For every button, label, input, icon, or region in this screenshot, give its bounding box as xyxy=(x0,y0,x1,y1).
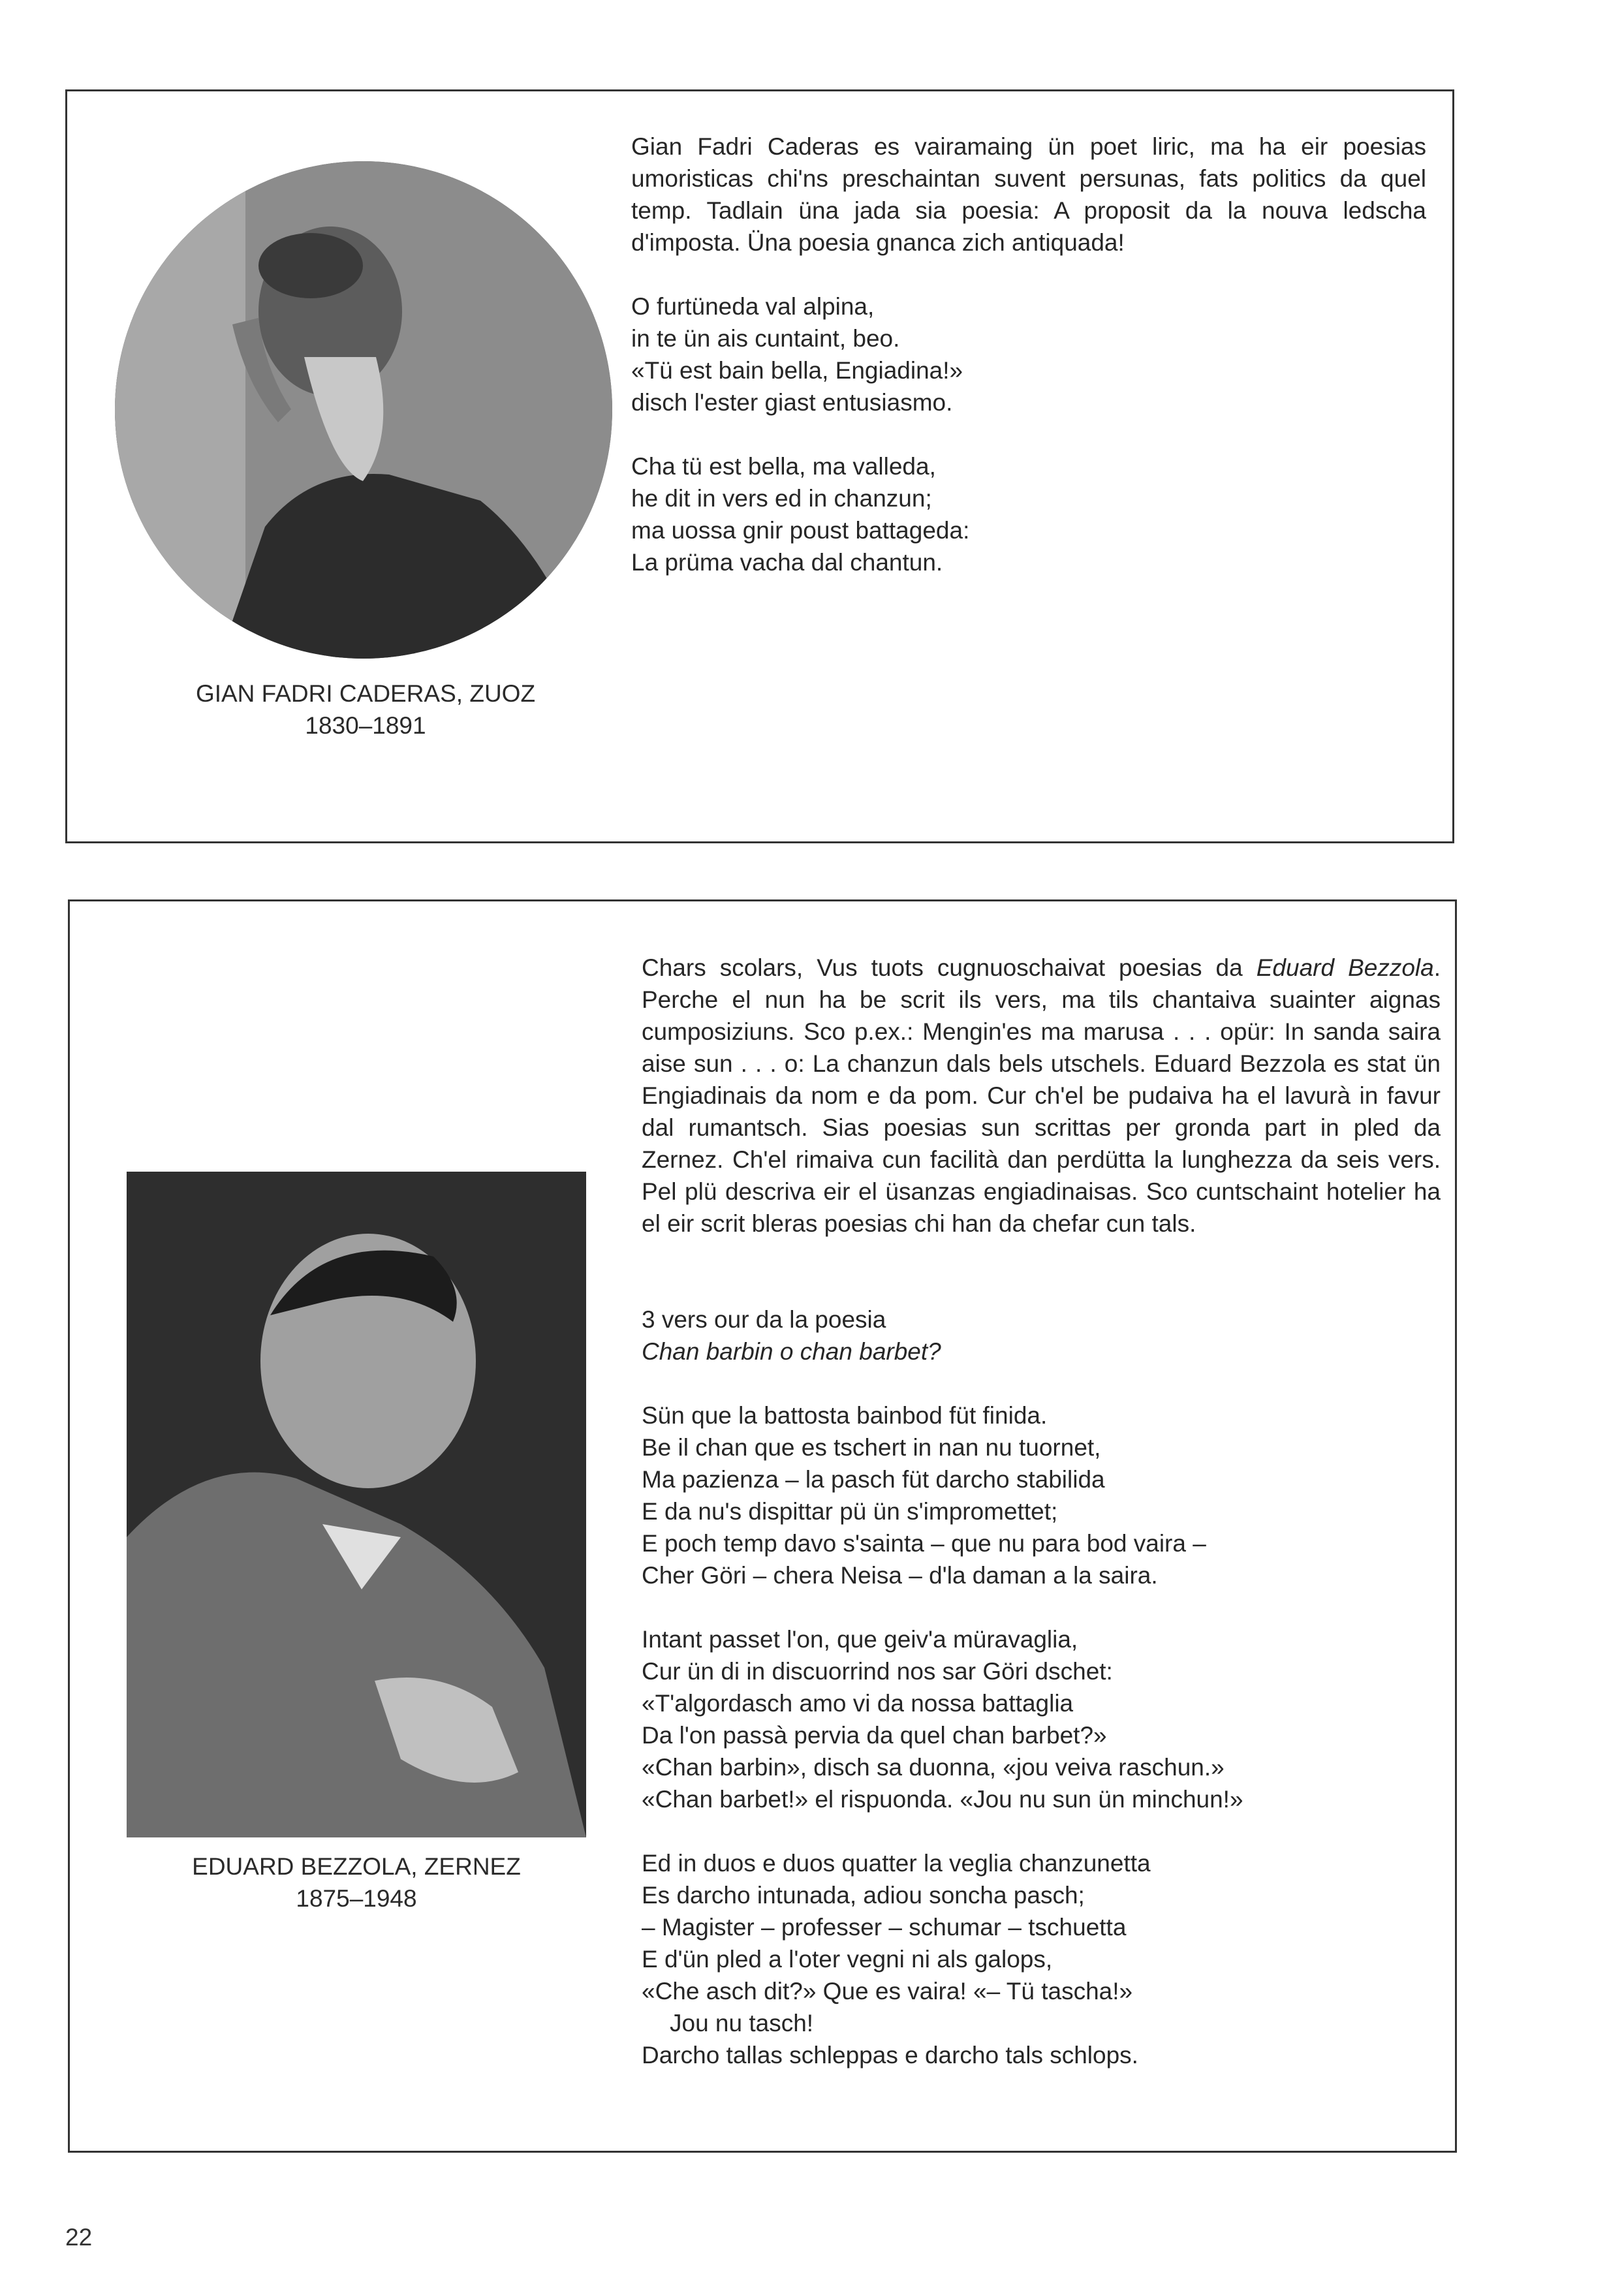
poem-line: Intant passet l'on, que geiv'a müravaglia, xyxy=(642,1626,1078,1653)
portrait-bezzola-drawing xyxy=(127,1172,586,1837)
poem-line: Sün que la battosta bainbod füt finida. xyxy=(642,1402,1048,1429)
poem-line: Cur ün di in discuorrind nos sar Göri dschet: xyxy=(642,1658,1113,1685)
poem-line: Ed in duos e duos quatter la veglia chanzunetta xyxy=(642,1850,1151,1877)
caderas-caption-name: GIAN FADRI CADERAS, ZUOZ xyxy=(195,680,536,707)
caderas-caption-years: 1830–1891 xyxy=(305,712,426,739)
poem-line: Be il chan que es tschert in nan nu tuornet, xyxy=(642,1434,1101,1461)
bezzola-caption-years: 1875–1948 xyxy=(296,1885,417,1912)
portrait-bezzola xyxy=(127,1172,586,1837)
poem-line: E poch temp davo s'sainta – que nu para bod vaira – xyxy=(642,1530,1206,1557)
poem-line: Es darcho intunada, adiou soncha pasch; xyxy=(642,1882,1085,1909)
caderas-text xyxy=(631,131,1426,610)
bezzola-text xyxy=(642,952,1441,2071)
poem-line: – Magister – professer – schumar – tschuetta xyxy=(642,1914,1127,1941)
bezzola-verse-3 xyxy=(642,1847,1441,2071)
bezzola-intro-rest: . Perche el nun ha be scrit ils vers, ma tils chantaiva suainter aignas cumposiziuns. Sco p.ex.: Mengin'es ma marusa . . . opür: In sanda saira aise sun . . . o: La chanzun dals bels utschels. Eduard Bezzola es stat ün Engiadinais da nom e da pom. Cur ch'el be pudaiva ha el lavurà in favur dal rumantsch. Sias poesias sun scrittas per gronda part in pled da Zernez. Ch'el rimaiva cun facilità dan perdütta la lunghezza da seis vers. Pel plü descriva eir el üsanzas engiadinaisas. Sco cuntschaint hotelier ha el eir scrit bleras poesias chi han da chefar cun tals. xyxy=(642,954,1441,1237)
portrait-caderas-drawing xyxy=(115,161,612,659)
caderas-caption xyxy=(137,678,594,742)
poem-line: Da l'on passà pervia da quel chan barbet?» xyxy=(642,1722,1107,1749)
poem-title: Chan barbin o chan barbet? xyxy=(642,1338,941,1365)
poem-line: E da nu's dispittar pü ün s'impromettet; xyxy=(642,1498,1058,1525)
bezzola-verse-2 xyxy=(642,1623,1441,1815)
caderas-intro: Gian Fadri Caderas es vairamaing ün poet liric, ma ha eir poesias umoristicas chi'ns preschaintan suvent persunas, fats politics da quel temp. Tadlain üna jada sia poesia: A proposit da la nouva ledscha d'imposta. Üna poesia gnanca zich antiquada! xyxy=(631,133,1426,256)
poem-intro: 3 vers our da la poesia xyxy=(642,1306,886,1333)
poem-line: «Che asch dit?» Que es vaira! «– Tü tascha!» xyxy=(642,1978,1133,2005)
bezzola-poem-heading xyxy=(642,1304,1441,1367)
bezzola-intro xyxy=(642,952,1441,1240)
poem-line: Cher Göri – chera Neisa – d'la daman a la saira. xyxy=(642,1562,1158,1589)
caderas-stanza-2 xyxy=(631,450,1426,578)
poem-line: disch l'ester giast entusiasmo. xyxy=(631,389,953,416)
bezzola-intro-name: Eduard Bezzola xyxy=(1256,954,1434,981)
poem-line: «Chan barbin», disch sa duonna, «jou veiva raschun.» xyxy=(642,1754,1225,1781)
poem-line: ma uossa gnir poust battageda: xyxy=(631,517,970,544)
caderas-stanza-1 xyxy=(631,290,1426,418)
poem-line: he dit in vers ed in chanzun; xyxy=(631,485,932,512)
poem-line: O furtüneda val alpina, xyxy=(631,293,875,320)
poem-line: «Tü est bain bella, Engiadina!» xyxy=(631,357,963,384)
poem-line: in te ün ais cuntaint, beo. xyxy=(631,325,900,352)
bezzola-caption-name: EDUARD BEZZOLA, ZERNEZ xyxy=(192,1853,521,1880)
portrait-caderas xyxy=(115,161,612,659)
poem-line: E d'ün pled a l'oter vegni ni als galops, xyxy=(642,1946,1053,1973)
poem-line: «Chan barbet!» el rispuonda. «Jou nu sun ün minchun!» xyxy=(642,1786,1243,1813)
poem-line: Darcho tallas schleppas e darcho tals schlops. xyxy=(642,2042,1138,2069)
bezzola-intro-start: Chars scolars, Vus tuots cugnuoschaivat poesias da xyxy=(642,954,1257,981)
poem-line: La prüma vacha dal chantun. xyxy=(631,549,943,576)
poem-line: Ma pazienza – la pasch füt darcho stabilida xyxy=(642,1466,1105,1493)
poem-line: Cha tü est bella, ma valleda, xyxy=(631,453,936,480)
poem-line: Jou nu tasch! xyxy=(670,2010,814,2037)
bezzola-caption xyxy=(127,1850,586,1914)
poem-line: «T'algordasch amo vi da nossa battaglia xyxy=(642,1690,1074,1717)
bezzola-verse-1 xyxy=(642,1399,1441,1591)
page-number: 22 xyxy=(65,2224,93,2251)
